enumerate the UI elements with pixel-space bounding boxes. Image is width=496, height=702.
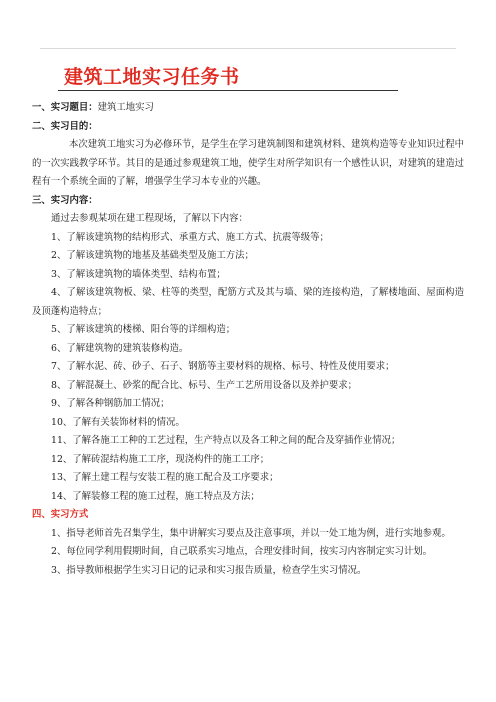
content-item-7: 7、了解水泥、砖、砂子、石子、钢筋等主要材料的规格、标号、特性及使用要求； [51,361,395,372]
content-item-3: 3、了解该建筑物的墙体类型、结构布置； [51,268,226,280]
page-top-rule [40,48,456,49]
content-item-10: 10、了解有关装饰材料的情况。 [51,416,185,428]
content-item-8: 8、了解混凝土、砂浆的配合比、标号、生产工艺所用设备以及养护要求； [51,379,357,391]
section-topic-heading: 一、实习题目： [32,102,98,113]
method-item-1: 1、指导老师首先召集学生，集中讲解实习要点及注意事项，并以一处工地为例，进行实地参观。 [51,527,451,539]
content-item-1: 1、了解该建筑物的结构形式、承重方式、施工方式、抗震等级等； [51,231,329,243]
section-topic [32,99,464,118]
method-item-3: 3、指导教师根据学生实习日记的记录和实习报告质量，检查学生实习情况。 [51,564,367,576]
section-topic-value: 建筑工地实习 [97,102,154,113]
document-title: 建筑工地实习任务书 [64,66,240,88]
content-item-12: 12、了解砖混结构施工工序，现浇构件的施工工序； [51,453,270,465]
section-content-heading: 三、实习内容： [32,194,98,206]
content-item-5: 5、了解该建筑的楼梯、阳台等的详细构造； [51,324,236,335]
title-underline [58,90,398,91]
content-item-6: 6、了解建筑物的建筑装修构造。 [51,342,189,354]
section-content-intro: 通过去参观某项在建工程现场，了解以下内容： [51,213,248,224]
section-purpose-text: 本次建筑工地实习为必修环节，是学生在学习建筑制图和建筑材料、建筑构造等专业知识过程中的一次实践教学环节。其目的是通过参观建筑工地，使学生对所学知识有一个感性认识，对建筑的建造过程有一个系统全面的了解，增强学生学习本专业的兴趣。 [32,139,464,187]
section-purpose-heading: 二、实习目的： [32,120,98,132]
method-item-2: 2、每位同学利用假期时间，自己联系实习地点，合理安排时间，按实习内容制定实习计划。 [51,546,432,557]
content-item-4: 4、了解该建筑物板、梁、柱等的类型，配筋方式及其与墙、梁的连接构造，了解楼地面、屋面构造及顶蓬构造特点； [32,287,464,317]
document-body [32,99,464,580]
content-item-9: 9、了解各种钢筋加工情况； [51,398,170,409]
content-item-13: 13、了解土建工程与安装工程的施工配合及工序要求； [51,472,279,483]
section-method-heading: 四、实习方式 [32,509,89,520]
content-item-2: 2、了解该建筑物的地基及基础类型及施工方法； [51,250,254,261]
content-item-11: 11、了解各施工工种的工艺过程，生产特点以及各工种之间的配合及穿插作业情况； [51,435,401,446]
content-item-14: 14、了解装修工程的施工过程，施工特点及方法； [51,490,260,502]
